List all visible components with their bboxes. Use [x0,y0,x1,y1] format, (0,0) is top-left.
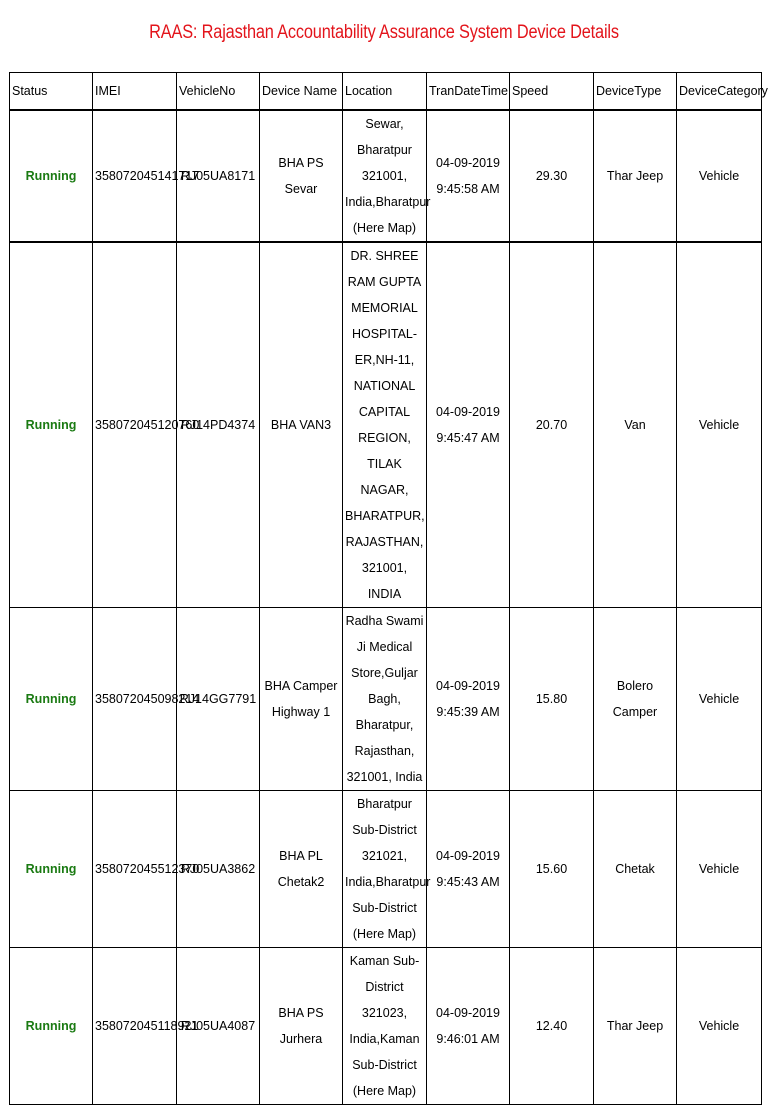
table-row [10,110,762,242]
status-cell [10,242,93,608]
status-cell [10,110,93,242]
tran-datetime-cell: 04-09-2019 9:45:39 AM [427,608,510,791]
speed-cell: 15.60 [510,791,594,948]
imei-cell: 358072045098214 [93,608,177,791]
vehicle-no-cell: RJ14GG7791 [177,608,260,791]
vehicle-no-cell: RJ05UA8171 [177,110,260,242]
column-header-device-name: Device Name [260,73,343,111]
speed-cell: 15.80 [510,608,594,791]
tran-datetime-cell: 04-09-2019 9:46:01 AM [427,948,510,1105]
vehicle-no-cell: RJ05UA3862 [177,791,260,948]
vehicle-no-cell: RJ05UA4087 [177,948,260,1105]
location-cell: Bharatpur Sub-District 321021, India,Bharatpur Sub-District (Here Map) [343,791,427,948]
status-running: Running [25,862,77,876]
status-running: Running [25,418,77,432]
device-type-cell: Van [594,242,677,608]
table-row [10,608,762,791]
device-type-cell: Bolero Camper [594,608,677,791]
device-name-cell: BHA PL Chetak2 [260,791,343,948]
device-name-cell: BHA VAN3 [260,242,343,608]
imei-cell: 358072045120760 [93,242,177,608]
speed-cell: 20.70 [510,242,594,608]
table-row [10,791,762,948]
imei-cell: 358072045118921 [93,948,177,1105]
column-header-speed: Speed [510,73,594,111]
location-cell: Kaman Sub-District 321023, India,Kaman Sub-District (Here Map) [343,948,427,1105]
header-row [10,73,762,111]
tran-datetime-cell: 04-09-2019 9:45:43 AM [427,791,510,948]
column-header-imei: IMEI [93,73,177,111]
imei-cell: 358072045141717 [93,110,177,242]
column-header-vehicle-no: VehicleNo [177,73,260,111]
page-title: RAAS: Rajasthan Accountability Assurance System Device Details [149,22,619,43]
device-name-cell: BHA PS Jurhera [260,948,343,1105]
location-cell: Sewar, Bharatpur 321001, India,Bharatpur (Here Map) [343,110,427,242]
status-cell [10,948,93,1105]
tran-datetime-cell: 04-09-2019 9:45:47 AM [427,242,510,608]
device-category-cell: Vehicle [677,110,762,242]
status-running: Running [25,1019,77,1033]
column-header-device-category: DeviceCategory [677,73,762,111]
device-category-cell: Vehicle [677,948,762,1105]
table-row [10,948,762,1105]
device-details-table [9,72,768,1105]
device-name-cell: BHA Camper Highway 1 [260,608,343,791]
column-header-location: Location [343,73,427,111]
location-cell: DR. SHREE RAM GUPTA MEMORIAL HOSPITAL-ER,NH-11, NATIONAL CAPITAL REGION, TILAK NAGAR, BHARATPUR, RAJASTHAN, 321001, INDIA [343,242,427,608]
status-running: Running [25,692,77,706]
device-category-cell: Vehicle [677,608,762,791]
imei-cell: 358072045512370 [93,791,177,948]
device-type-cell: Chetak [594,791,677,948]
location-cell: Radha Swami Ji Medical Store,Guljar Bagh, Bharatpur, Rajasthan, 321001, India [343,608,427,791]
status-cell [10,608,93,791]
vehicle-no-cell: RJ14PD4374 [177,242,260,608]
status-running: Running [25,169,77,183]
tran-datetime-cell: 04-09-2019 9:45:58 AM [427,110,510,242]
device-type-cell: Thar Jeep [594,110,677,242]
device-category-cell: Vehicle [677,242,762,608]
column-header-status: Status [10,73,93,111]
speed-cell: 29.30 [510,110,594,242]
column-header-device-type: DeviceType [594,73,677,111]
device-name-cell: BHA PS Sevar [260,110,343,242]
device-category-cell: Vehicle [677,791,762,948]
device-type-cell: Thar Jeep [594,948,677,1105]
status-cell [10,791,93,948]
table-row [10,242,762,608]
column-header-tran-datetime: TranDateTime [427,73,510,111]
speed-cell: 12.40 [510,948,594,1105]
